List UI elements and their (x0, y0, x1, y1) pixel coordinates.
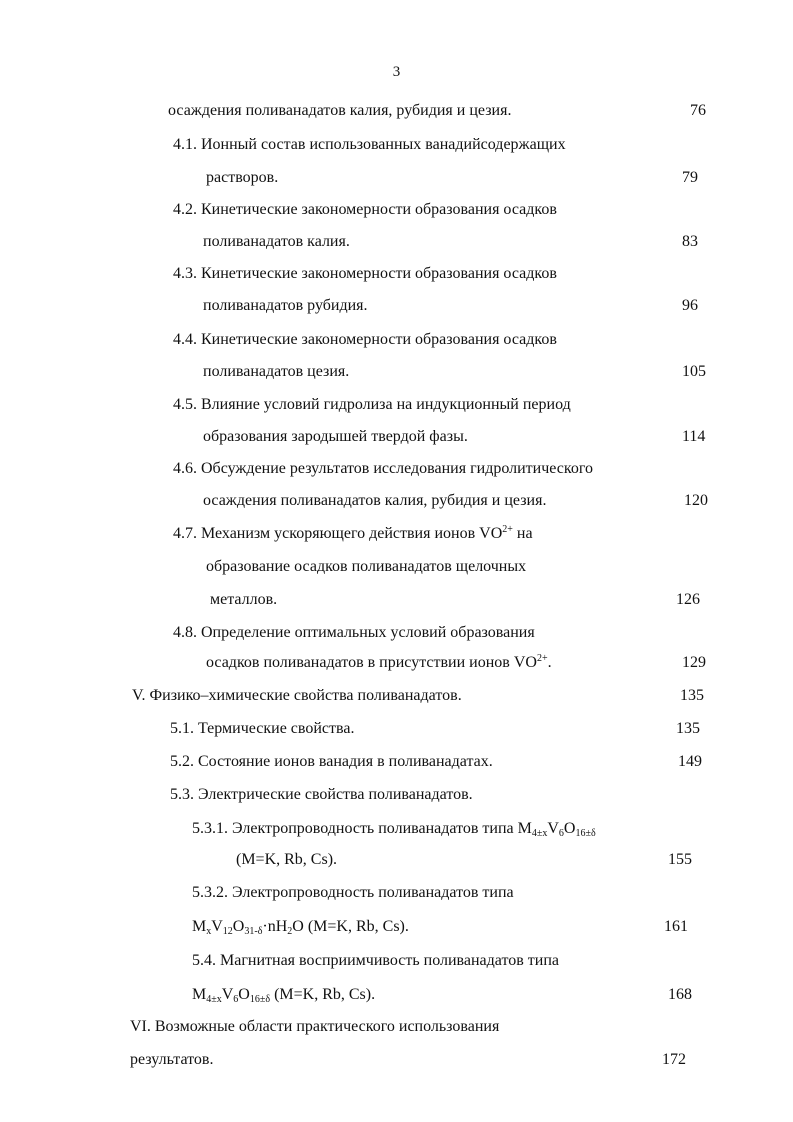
toc-entry-page: 114 (682, 428, 706, 445)
toc-entry-text: осаждения поливанадатов калия, рубидия и цезия. (168, 102, 512, 119)
toc-entry-text: результатов. (130, 1051, 214, 1068)
toc-entry-text: поливанадатов калия. (203, 233, 350, 250)
toc-entry-text: осадков поливанадатов в присутствии ионов $VO^{2+}$. (206, 653, 552, 671)
toc-entry-page: 105 (682, 363, 706, 380)
toc-entry-page: 161 (664, 918, 688, 935)
toc-entry-text: 4.2. Кинетические закономерности образования осадков (173, 201, 557, 218)
toc-entry-text: 4.6. Обсуждение результатов исследования гидролитического (173, 460, 593, 477)
toc-entry-text: 5.3. Электрические свойства поливанадатов. (170, 786, 473, 803)
toc-entry-text: $M_{4\pm x}V_6O_{16\pm\delta}$ (M=K, Rb, Cs). (192, 986, 376, 1005)
toc-entry-text: 4.5. Влияние условий гидролиза на индукционный период (173, 396, 571, 413)
toc-entry-text: металлов. (210, 591, 278, 608)
toc-entry-text: 4.1. Ионный состав использованных ванадийсодержащих (173, 136, 566, 153)
toc-entry-page: 96 (682, 297, 698, 314)
toc-entry-page: 168 (668, 986, 692, 1003)
toc-entry-text: 4.3. Кинетические закономерности образования осадков (173, 265, 557, 282)
toc-entry-text: (M=K, Rb, Cs). (236, 851, 338, 868)
toc-entry-text: образования зародышей твердой фазы. (203, 428, 468, 445)
toc-entry-page: 149 (678, 753, 702, 770)
toc-entry-text: 5.2. Состояние ионов ванадия в поливанадатах. (170, 753, 493, 770)
toc-entry-page: 135 (676, 720, 700, 737)
toc-entry-text: осаждения поливанадатов калия, рубидия и цезия. (203, 492, 547, 509)
toc-entry-page: 126 (676, 591, 700, 608)
toc-entry-text: образование осадков поливанадатов щелочных (206, 558, 527, 575)
toc-entry-page: 135 (680, 687, 704, 704)
toc-entry-text: поливанадатов цезия. (203, 363, 350, 380)
toc-entry-text: 5.1. Термические свойства. (170, 720, 355, 737)
toc-entry-text: 5.3.1. Электропроводность поливанадатов типа $М_{4\pm x}V_6O_{16\pm\delta}$ (192, 820, 596, 839)
toc-entry-text: 5.4. Магнитная восприимчивость поливанадатов типа (192, 952, 560, 969)
toc-entry-page: 120 (684, 492, 708, 509)
toc-entry-text: 4.7. Механизм ускоряющего действия ионов $VO^{2+}$ на (173, 524, 533, 542)
toc-entry-text: V. Физико–химические свойства поливанадатов. (132, 687, 462, 704)
toc-entry-page: 83 (682, 233, 698, 250)
toc-entry-text: $M_xV_{12}O_{31-\delta}\cdot nH_2O$ (M=K, Rb, Cs). (192, 918, 409, 937)
toc-entry-text: 4.8. Определение оптимальных условий образования (173, 624, 535, 641)
toc-entry-text: поливанадатов рубидия. (203, 297, 368, 314)
toc-entry-text: VI. Возможные области практического использования (130, 1018, 500, 1035)
toc-entry-page: 155 (668, 851, 692, 868)
toc-entry-text: растворов. (206, 169, 279, 186)
toc-entry-page: 129 (682, 654, 706, 671)
toc-entry-page: 76 (690, 102, 706, 119)
toc-entry-page: 79 (682, 169, 698, 186)
toc-entry-text: 4.4. Кинетические закономерности образования осадков (173, 331, 557, 348)
toc-entry-page: 172 (662, 1051, 686, 1068)
toc-entry-text: 5.3.2. Электропроводность поливанадатов типа (192, 884, 514, 901)
page-number: 3 (392, 64, 401, 80)
